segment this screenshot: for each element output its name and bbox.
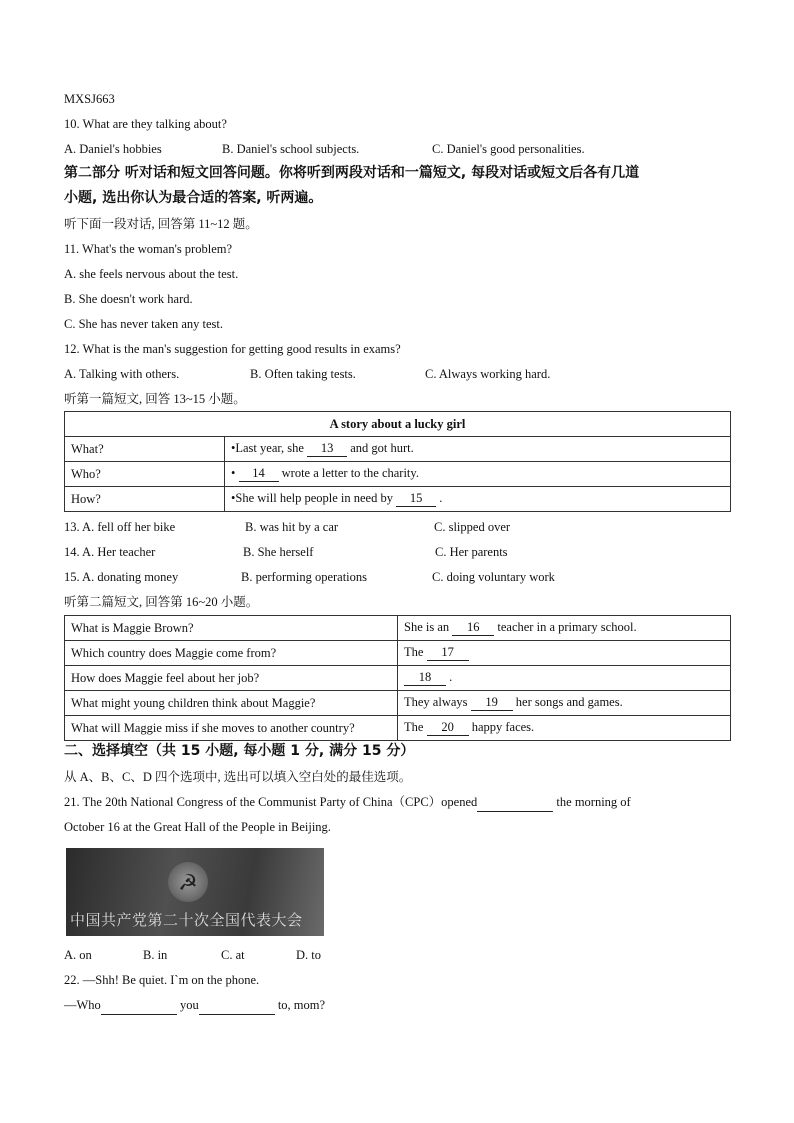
q13-option-b: B. was hit by a car xyxy=(245,520,339,534)
blank-17: 17 xyxy=(427,645,469,661)
row-answer: 18 . xyxy=(398,666,731,691)
q11-option-c: C. She has never taken any test. xyxy=(64,317,223,331)
table-row xyxy=(65,641,731,666)
q13-option-a: 13. A. fell off her bike xyxy=(64,520,176,534)
row-label: How? xyxy=(65,487,225,512)
photo-caption: 中国共产党第二十次全国代表大会 xyxy=(70,911,303,929)
q11-stem: 11. What's the woman's problem? xyxy=(64,242,233,256)
q21-option-b: B. in xyxy=(143,948,168,962)
table-row xyxy=(65,437,731,462)
q22-line1: 22. —Shh! Be quiet. I`m on the phone. xyxy=(64,973,260,987)
q15-option-c: C. doing voluntary work xyxy=(432,570,555,584)
blank-15: 15 xyxy=(396,491,436,507)
q15-option-a: 15. A. donating money xyxy=(64,570,179,584)
q12-stem: 12. What is the man's suggestion for getting good results in exams? xyxy=(64,342,401,356)
dialog1-intro: 听下面一段对话, 回答第 11~12 题。 xyxy=(64,217,258,231)
q14-option-a: 14. A. Her teacher xyxy=(64,545,156,559)
party-emblem-icon: ☭ xyxy=(168,862,208,902)
row-question: What will Maggie miss if she moves to another country? xyxy=(65,716,398,741)
row-answer: The 20 happy faces. xyxy=(398,716,731,741)
q10-option-c: C. Daniel's good personalities. xyxy=(432,142,585,156)
q15-option-b: B. performing operations xyxy=(241,570,368,584)
blank-19: 19 xyxy=(471,695,513,711)
table-row xyxy=(65,716,731,741)
part2-heading-line1: 第二部分 听对话和短文回答问题。你将听到两段对话和一篇短文, 每段对话或短文后各有几道 xyxy=(64,165,640,181)
q10-stem: 10. What are they talking about? xyxy=(64,117,227,131)
blank-14: 14 xyxy=(239,466,279,482)
q10-option-b: B. Daniel's school subjects. xyxy=(222,142,360,156)
row-answer: They always 19 her songs and games. xyxy=(398,691,731,716)
row-question: What is Maggie Brown? xyxy=(65,616,398,641)
q14-option-c: C. Her parents xyxy=(435,545,508,559)
q12-option-c: C. Always working hard. xyxy=(425,367,551,381)
part2-heading-line2: 小题, 选出你认为最合适的答案, 听两遍。 xyxy=(64,190,323,206)
q10-option-a: A. Daniel's hobbies xyxy=(64,142,162,156)
table-row xyxy=(65,616,731,641)
q21-option-d: D. to xyxy=(296,948,321,962)
row-answer: She is an 16 teacher in a primary school. xyxy=(398,616,731,641)
row-question: Which country does Maggie come from? xyxy=(65,641,398,666)
blank-20: 20 xyxy=(427,720,469,736)
table-row xyxy=(65,462,731,487)
q22-blank-2 xyxy=(199,996,275,1015)
row-question: How does Maggie feel about her job? xyxy=(65,666,398,691)
q12-option-a: A. Talking with others. xyxy=(64,367,180,381)
table-row xyxy=(65,691,731,716)
q12-option-b: B. Often taking tests. xyxy=(250,367,356,381)
row-label: Who? xyxy=(65,462,225,487)
q22-line2: —Who you to, mom? xyxy=(64,996,325,1015)
row-answer: The 17 xyxy=(398,641,731,666)
passage1-title: A story about a lucky girl xyxy=(65,412,731,437)
table-row xyxy=(65,666,731,691)
q11-option-a: A. she feels nervous about the test. xyxy=(64,267,239,281)
row-content: •Last year, she 13 and got hurt. xyxy=(225,437,731,462)
congress-photo xyxy=(66,848,324,936)
section2-heading: 二、选择填空（共 15 小题, 每小题 1 分, 满分 15 分） xyxy=(64,743,415,759)
row-question: What might young children think about Maggie? xyxy=(65,691,398,716)
blank-16: 16 xyxy=(452,620,494,636)
passage2-table xyxy=(64,615,731,741)
row-content: • 14 wrote a letter to the charity. xyxy=(225,462,731,487)
q21-option-a: A. on xyxy=(64,948,92,962)
row-content: •She will help people in need by 15 . xyxy=(225,487,731,512)
q11-option-b: B. She doesn't work hard. xyxy=(64,292,193,306)
q13-option-c: C. slipped over xyxy=(434,520,511,534)
q21-blank xyxy=(477,793,553,812)
q14-option-b: B. She herself xyxy=(243,545,314,559)
q21-stem-line1: 21. The 20th National Congress of the Communist Party of China（CPC）opened the morning of xyxy=(64,793,631,812)
doc-code: MXSJ663 xyxy=(64,92,115,106)
row-label: What? xyxy=(65,437,225,462)
q21-stem-line2: October 16 at the Great Hall of the People in Beijing. xyxy=(64,820,331,834)
blank-18: 18 xyxy=(404,670,446,686)
q22-blank-1 xyxy=(101,996,177,1015)
passage2-intro: 听第二篇短文, 回答第 16~20 小题。 xyxy=(64,595,259,609)
passage1-intro: 听第一篇短文, 回答 13~15 小题。 xyxy=(64,392,246,406)
blank-13: 13 xyxy=(307,441,347,457)
table-row xyxy=(65,487,731,512)
q21-option-c: C. at xyxy=(221,948,245,962)
passage1-table xyxy=(64,411,731,512)
section2-instructions: 从 A、B、C、D 四个选项中, 选出可以填入空白处的最佳选项。 xyxy=(64,770,412,784)
